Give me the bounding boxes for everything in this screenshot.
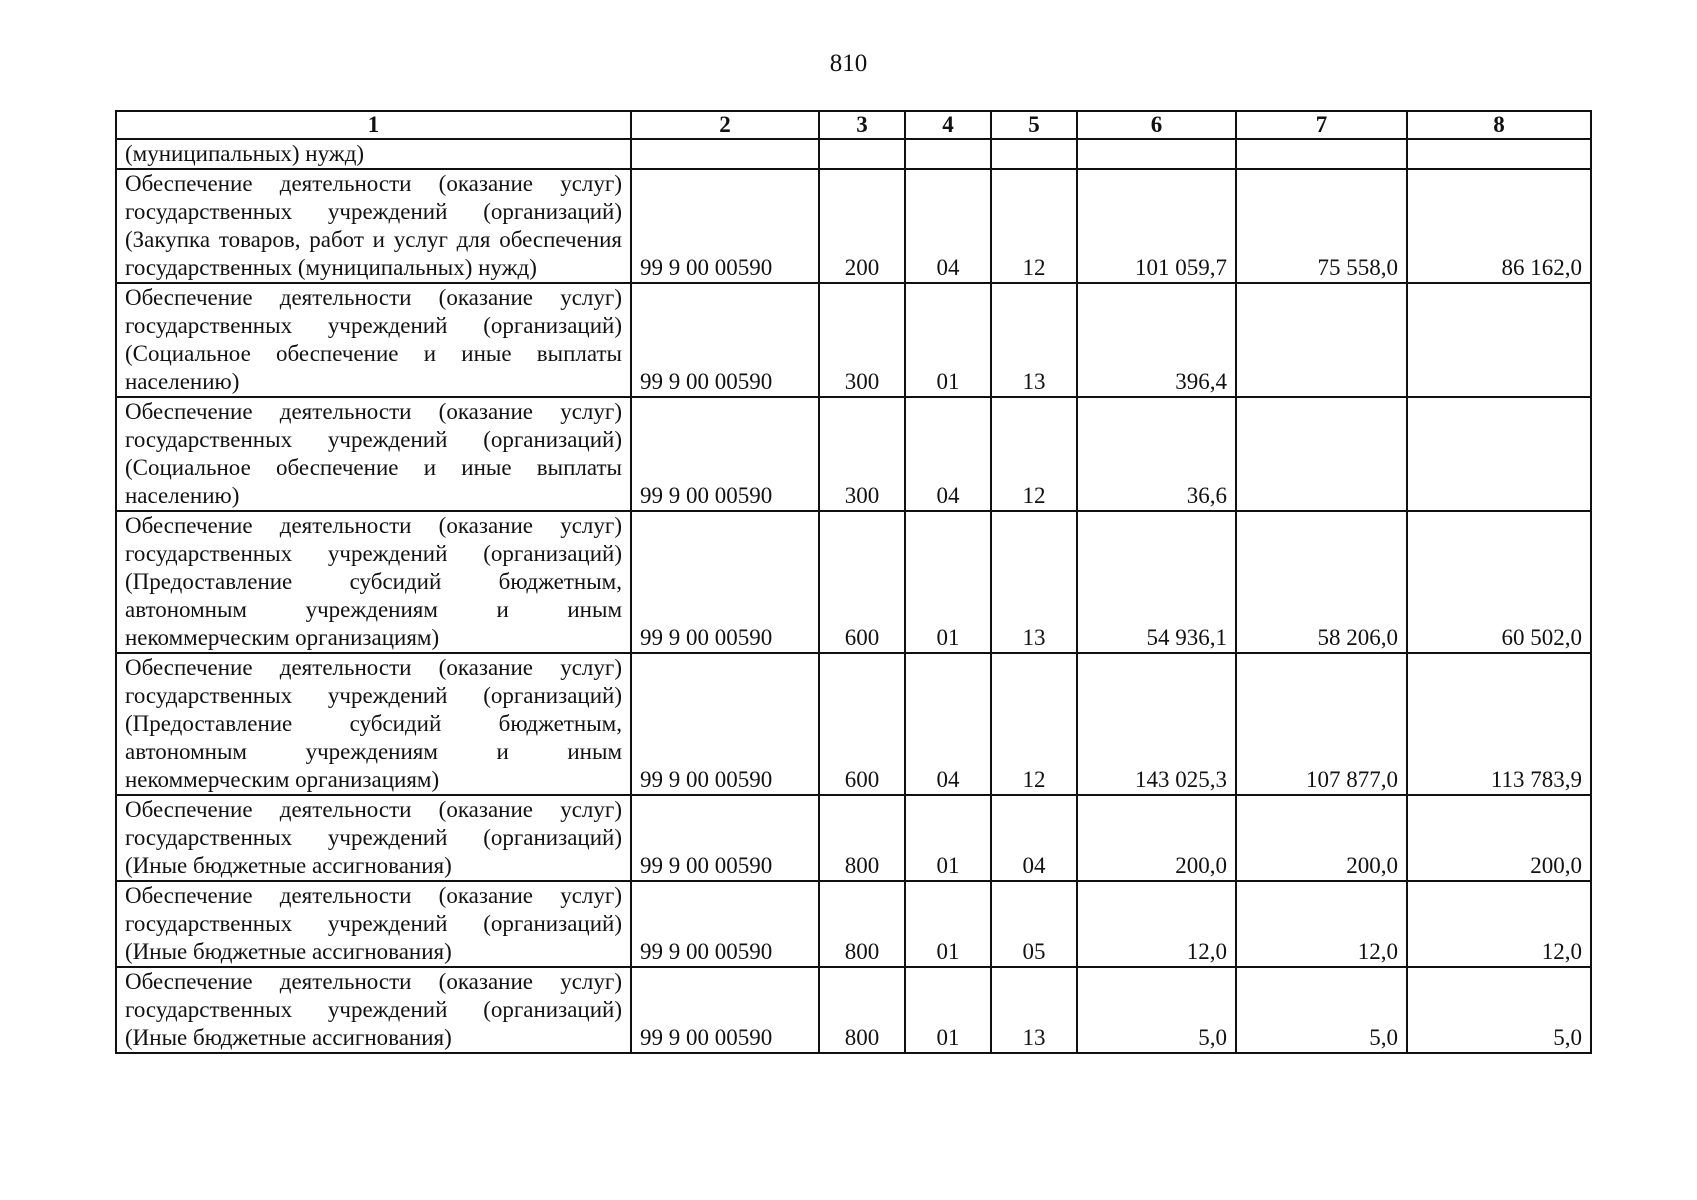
column-header: 8 xyxy=(1407,111,1591,139)
table-row xyxy=(116,169,1591,283)
page-number: 810 xyxy=(829,50,868,77)
section: 01 xyxy=(905,283,991,397)
amount-col-7 xyxy=(1236,283,1407,397)
amount-col-6: 54 936,1 xyxy=(1077,511,1236,653)
expense-type: 600 xyxy=(819,653,905,795)
column-header: 5 xyxy=(991,111,1077,139)
amount-col-7: 12,0 xyxy=(1236,881,1407,967)
amount-col-8 xyxy=(1407,283,1591,397)
amount-col-6 xyxy=(1077,139,1236,169)
table-row xyxy=(116,967,1591,1053)
section xyxy=(905,139,991,169)
expense-type xyxy=(819,139,905,169)
row-description: Обеспечение деятельности (оказание услуг) государственных учреждений (организаций) (Иные бюджетные ассигнования) xyxy=(116,967,631,1053)
amount-col-8: 86 162,0 xyxy=(1407,169,1591,283)
section: 01 xyxy=(905,511,991,653)
column-header: 6 xyxy=(1077,111,1236,139)
table-row xyxy=(116,881,1591,967)
target-article-code xyxy=(631,139,819,169)
subsection: 12 xyxy=(991,169,1077,283)
amount-col-8: 113 783,9 xyxy=(1407,653,1591,795)
amount-col-6: 5,0 xyxy=(1077,967,1236,1053)
column-header: 4 xyxy=(905,111,991,139)
table-row xyxy=(116,511,1591,653)
target-article-code: 99 9 00 00590 xyxy=(631,511,819,653)
target-article-code: 99 9 00 00590 xyxy=(631,881,819,967)
amount-col-7: 5,0 xyxy=(1236,967,1407,1053)
amount-col-8 xyxy=(1407,397,1591,511)
subsection: 12 xyxy=(991,397,1077,511)
table-row xyxy=(116,397,1591,511)
target-article-code: 99 9 00 00590 xyxy=(631,283,819,397)
row-description: Обеспечение деятельности (оказание услуг) государственных учреждений (организаций) (Предоставление субсидий бюджетным, автономным учреждениям и иным некоммерческим организациям) xyxy=(116,653,631,795)
target-article-code: 99 9 00 00590 xyxy=(631,967,819,1053)
column-header: 2 xyxy=(631,111,819,139)
row-description: Обеспечение деятельности (оказание услуг) государственных учреждений (организаций) (Иные бюджетные ассигнования) xyxy=(116,795,631,881)
table-row xyxy=(116,139,1591,169)
section: 01 xyxy=(905,967,991,1053)
section: 04 xyxy=(905,397,991,511)
row-description: Обеспечение деятельности (оказание услуг) государственных учреждений (организаций) (Предоставление субсидий бюджетным, автономным учреждениям и иным некоммерческим организациям) xyxy=(116,511,631,653)
amount-col-7 xyxy=(1236,397,1407,511)
amount-col-6: 143 025,3 xyxy=(1077,653,1236,795)
section: 04 xyxy=(905,169,991,283)
section: 01 xyxy=(905,795,991,881)
table-row xyxy=(116,653,1591,795)
target-article-code: 99 9 00 00590 xyxy=(631,653,819,795)
amount-col-8: 5,0 xyxy=(1407,967,1591,1053)
table-row xyxy=(116,795,1591,881)
expense-type: 800 xyxy=(819,881,905,967)
row-description: Обеспечение деятельности (оказание услуг) государственных учреждений (организаций) (Социальное обеспечение и иные выплаты населению) xyxy=(116,283,631,397)
expense-type: 800 xyxy=(819,967,905,1053)
subsection: 13 xyxy=(991,967,1077,1053)
section: 04 xyxy=(905,653,991,795)
column-header: 7 xyxy=(1236,111,1407,139)
amount-col-8: 60 502,0 xyxy=(1407,511,1591,653)
amount-col-6: 200,0 xyxy=(1077,795,1236,881)
amount-col-7 xyxy=(1236,139,1407,169)
expense-type: 200 xyxy=(819,169,905,283)
target-article-code: 99 9 00 00590 xyxy=(631,169,819,283)
amount-col-7: 58 206,0 xyxy=(1236,511,1407,653)
row-description: Обеспечение деятельности (оказание услуг) государственных учреждений (организаций) (Закупка товаров, работ и услуг для обеспечения государственных (муниципальных) нужд) xyxy=(116,169,631,283)
expense-type: 800 xyxy=(819,795,905,881)
subsection xyxy=(991,139,1077,169)
amount-col-6: 36,6 xyxy=(1077,397,1236,511)
subsection: 12 xyxy=(991,653,1077,795)
amount-col-7: 200,0 xyxy=(1236,795,1407,881)
column-header: 1 xyxy=(116,111,631,139)
expense-type: 300 xyxy=(819,397,905,511)
target-article-code: 99 9 00 00590 xyxy=(631,795,819,881)
header-row xyxy=(116,111,1591,139)
subsection: 13 xyxy=(991,283,1077,397)
target-article-code: 99 9 00 00590 xyxy=(631,397,819,511)
subsection: 04 xyxy=(991,795,1077,881)
row-description: (муниципальных) нужд) xyxy=(116,139,631,169)
expense-type: 600 xyxy=(819,511,905,653)
subsection: 05 xyxy=(991,881,1077,967)
column-header: 3 xyxy=(819,111,905,139)
row-description: Обеспечение деятельности (оказание услуг) государственных учреждений (организаций) (Социальное обеспечение и иные выплаты населению) xyxy=(116,397,631,511)
amount-col-7: 75 558,0 xyxy=(1236,169,1407,283)
amount-col-8: 200,0 xyxy=(1407,795,1591,881)
amount-col-8: 12,0 xyxy=(1407,881,1591,967)
table-row xyxy=(116,283,1591,397)
amount-col-7: 107 877,0 xyxy=(1236,653,1407,795)
amount-col-6: 396,4 xyxy=(1077,283,1236,397)
section: 01 xyxy=(905,881,991,967)
subsection: 13 xyxy=(991,511,1077,653)
budget-table xyxy=(115,110,1592,1054)
amount-col-6: 12,0 xyxy=(1077,881,1236,967)
amount-col-6: 101 059,7 xyxy=(1077,169,1236,283)
amount-col-8 xyxy=(1407,139,1591,169)
expense-type: 300 xyxy=(819,283,905,397)
row-description: Обеспечение деятельности (оказание услуг) государственных учреждений (организаций) (Иные бюджетные ассигнования) xyxy=(116,881,631,967)
